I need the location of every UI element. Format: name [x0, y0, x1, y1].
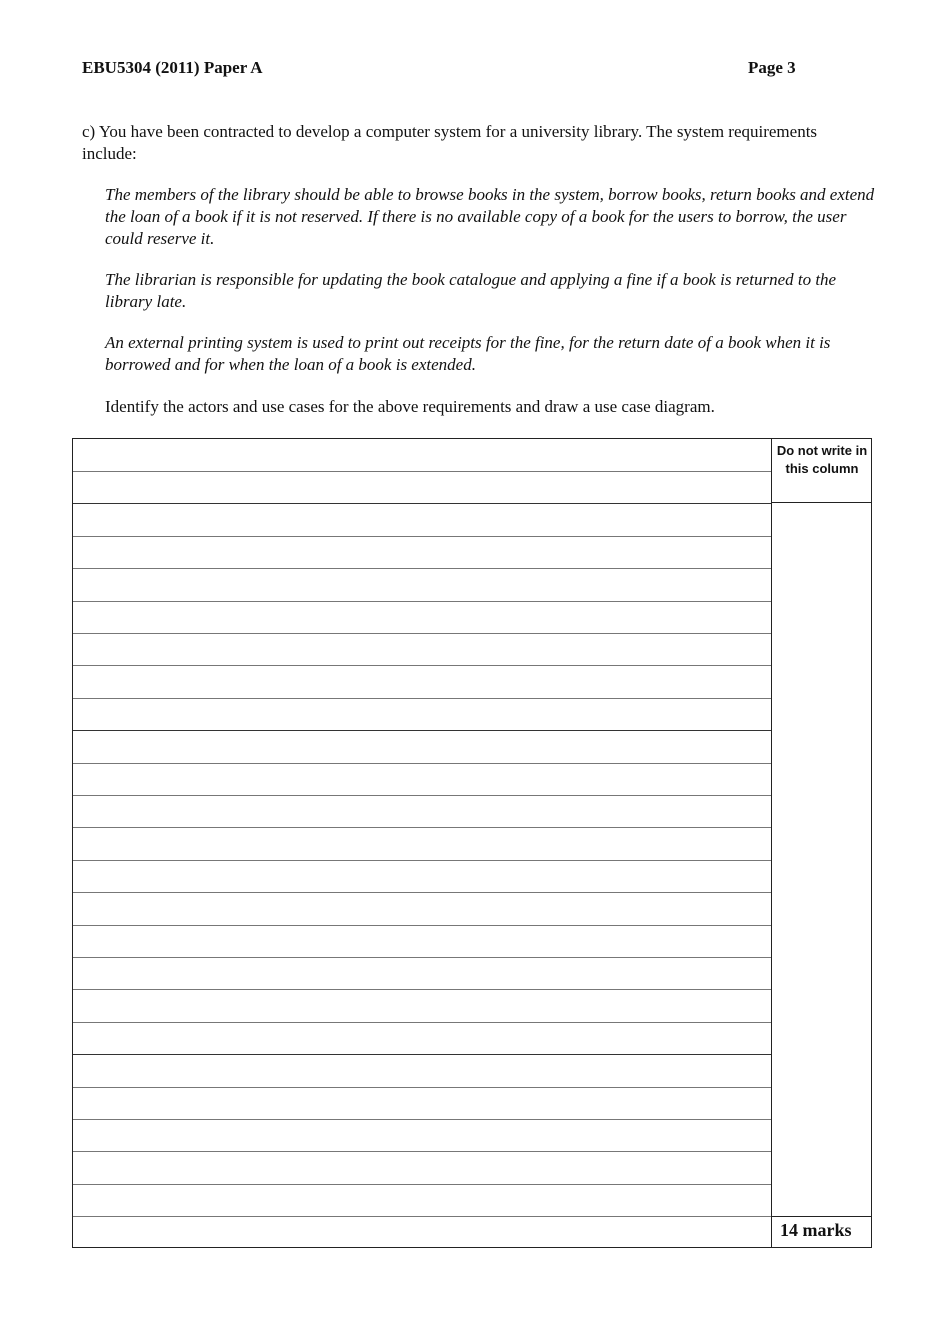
answer-rule-line	[73, 827, 771, 828]
answer-rule-line	[73, 665, 771, 666]
answer-rule-line	[73, 1216, 771, 1217]
margin-column-divider	[771, 439, 772, 1247]
answer-rule-line	[73, 1151, 771, 1152]
answer-rule-line	[73, 763, 771, 764]
answer-rule-line	[73, 1022, 771, 1023]
answer-rule-line	[73, 957, 771, 958]
paper-code: EBU5304 (2011) Paper A	[82, 58, 263, 77]
answer-rule-line	[73, 892, 771, 893]
answer-sheet	[72, 438, 872, 1248]
requirement-librarian: The librarian is responsible for updating the book catalogue and applying a fine if a book is returned to the library late.	[105, 270, 837, 311]
answer-rule-line	[73, 503, 771, 504]
answer-rule-line	[73, 536, 771, 537]
marks-label: 14 marks	[772, 1216, 872, 1248]
answer-rule-line	[73, 1184, 771, 1185]
answer-rule-line	[73, 730, 771, 731]
answer-rule-line	[73, 471, 771, 472]
question-task: Identify the actors and use cases for the above requirements and draw a use case diagram.	[105, 397, 715, 416]
question-intro: c) You have been contracted to develop a computer system for a university library. The system requirements include:	[82, 122, 818, 163]
answer-rule-line	[73, 860, 771, 861]
requirement-members: The members of the library should be able to browse books in the system, borrow books, return books and extend the loan of a book if it is not reserved. If there is no available copy of a book for the users to borrow, the user could reserve it.	[105, 185, 875, 248]
answer-rule-line	[73, 1054, 771, 1055]
answer-rule-line	[73, 568, 771, 569]
answer-rule-line	[73, 989, 771, 990]
page-number: Page 3	[748, 58, 796, 77]
answer-rule-line	[73, 1119, 771, 1120]
answer-rule-line	[73, 698, 771, 699]
answer-rule-line	[73, 633, 771, 634]
do-not-write-label: Do not write in this column	[772, 439, 872, 503]
answer-rule-line	[73, 925, 771, 926]
answer-rule-line	[73, 1087, 771, 1088]
requirement-printing-system: An external printing system is used to print out receipts for the fine, for the return date of a book when it is borrowed and for when the loan of a book is extended.	[105, 333, 831, 374]
answer-rule-line	[73, 795, 771, 796]
answer-rule-line	[73, 601, 771, 602]
